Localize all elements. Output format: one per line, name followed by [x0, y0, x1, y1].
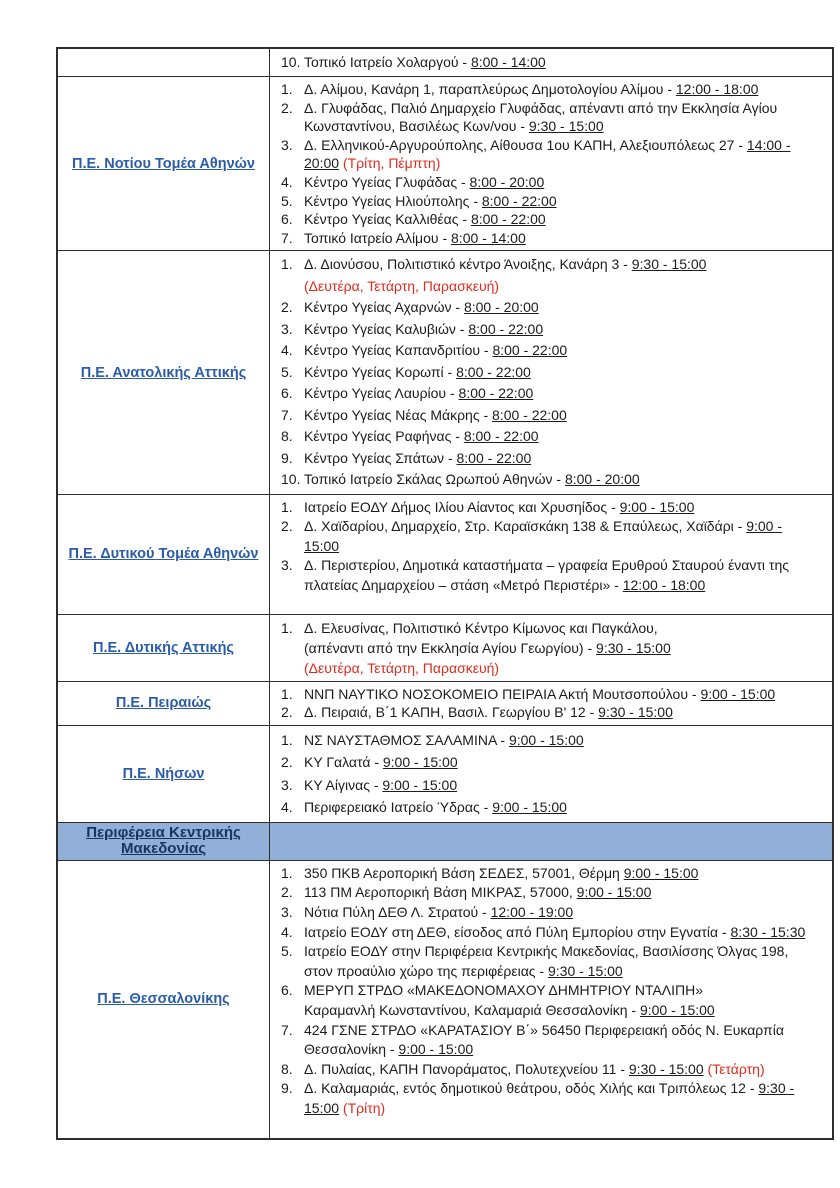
list-item	[270, 210, 824, 229]
item-text	[304, 80, 824, 99]
item-number: 1.	[281, 256, 293, 273]
item-text	[304, 192, 824, 211]
item-number: 5.	[281, 192, 293, 209]
list-item	[270, 1079, 824, 1118]
list-item	[270, 405, 824, 427]
hours-text: 9:00 - 15:00	[619, 498, 695, 515]
hours-text: 9:30 - 15:00	[547, 962, 623, 979]
days-note: (Τρίτη)	[339, 1099, 386, 1116]
region-link[interactable]: Π.Ε. Ανατολικής Αττικής	[80, 364, 247, 381]
list-item	[270, 498, 824, 518]
location-text: Ιατρείο ΕΟΔΥ Δήμος Ιλίου Αίαντος και Χρυσηίδος -	[304, 498, 620, 515]
location-text: Δ. Πειραιά, Β΄1 ΚΑΠΗ, Βασιλ. Γεωργίου Β' 12 -	[304, 704, 599, 721]
list-item	[270, 1060, 824, 1080]
hours-text: 9:00 - 15:00	[576, 884, 652, 901]
item-number: 2.	[281, 99, 293, 116]
hours-text: 8:00 - 22:00	[492, 342, 568, 359]
list-item	[270, 942, 824, 981]
list-item	[270, 685, 824, 704]
location-text: 113 ΠΜ Αεροπορική Βάση ΜΙΚΡΑΣ, 57000,	[304, 884, 577, 901]
hours-text: 9:30 - 15:00	[598, 704, 673, 721]
item-number: 8.	[281, 1060, 293, 1077]
item-number: 4.	[281, 173, 293, 190]
hours-text: 9:00 - 15:00	[382, 754, 458, 771]
days-note: (Δευτέρα, Τετάρτη, Παρασκευή)	[304, 277, 500, 294]
item-text	[304, 729, 824, 752]
region-link[interactable]: Π.Ε. Πειραιώς	[115, 695, 212, 712]
table-row	[58, 614, 832, 681]
region-cell	[58, 823, 270, 860]
hours-text: 8:00 - 22:00	[470, 211, 546, 228]
list-item	[270, 883, 824, 903]
list-item	[270, 448, 824, 470]
item-text	[304, 426, 824, 448]
item-text	[304, 864, 824, 884]
list-item	[270, 192, 824, 211]
region-cell	[58, 861, 270, 1138]
list-item	[270, 517, 824, 556]
hours-text: 9:00 - 15:00	[700, 685, 776, 702]
location-text: Νότια Πύλη ΔΕΘ Λ. Στρατού -	[304, 904, 491, 921]
item-number: 1.	[281, 498, 293, 515]
hours-text: 9:30 - 15:00	[304, 1080, 795, 1116]
location-text: Τοπικό Ιατρείο Αλίμου -	[304, 229, 452, 246]
list-item	[270, 52, 824, 72]
item-text	[304, 340, 824, 362]
region-cell	[58, 726, 270, 822]
hours-text: 9:00 - 15:00	[623, 864, 699, 881]
location-text: Κέντρο Υγείας Γλυφάδας -	[304, 173, 470, 190]
section-header: Περιφέρεια Κεντρικής Μακεδονίας	[86, 823, 241, 858]
item-number: 9.	[281, 1080, 293, 1097]
item-number: 2.	[281, 299, 293, 316]
hours-text: 9:00 - 15:00	[304, 518, 783, 554]
days-note: (Τρίτη, Πέμπτη)	[339, 155, 441, 172]
region-link[interactable]: Π.Ε. Δυτικής Αττικής	[93, 639, 234, 656]
days-note: (Δευτέρα, Τετάρτη, Παρασκευή)	[304, 659, 500, 676]
item-number: 3.	[281, 136, 293, 153]
item-text	[304, 99, 824, 136]
item-text	[304, 703, 824, 722]
list-item	[270, 340, 824, 362]
locations-cell	[270, 861, 832, 1138]
location-text: Δ. Ελληνικού-Αργυρούπολης, Αίθουσα 1ου ΚΑΠΗ, Αλεξιουπόλεως 27 -	[304, 136, 747, 153]
location-text: Δ. Πυλαίας, ΚΑΠΗ Πανοράματος, Πολυτεχνείου 11 -	[304, 1060, 629, 1077]
locations-cell	[270, 77, 832, 250]
hours-text: 12:00 - 19:00	[490, 904, 574, 921]
item-number: 8.	[281, 428, 293, 445]
item-text	[304, 448, 824, 470]
item-text	[304, 1060, 824, 1080]
location-text: Ιατρείο ΕΟΔΥ στη ΔΕΘ, είσοδος από Πύλη Εμπορίου στην Εγνατία -	[304, 923, 731, 940]
item-text	[304, 618, 824, 678]
schedule-table	[56, 47, 834, 1140]
list-item	[270, 469, 824, 491]
item-text	[304, 52, 824, 72]
list-item	[270, 362, 824, 384]
location-text: Τοπικό Ιατρείο Σκάλας Ωρωπού Αθηνών -	[304, 471, 565, 488]
item-text	[304, 774, 824, 797]
item-number: 1.	[281, 619, 293, 636]
item-number: 2.	[281, 518, 293, 535]
item-text	[304, 903, 824, 923]
location-text: ΚΥ Αίγινας -	[304, 776, 383, 793]
item-number: 6.	[281, 385, 293, 402]
region-cell	[58, 682, 270, 725]
locations-cell	[270, 823, 832, 860]
item-number: 4.	[281, 923, 293, 940]
location-text: Δ. Χαϊδαρίου, Δημαρχείο, Στρ. Καραϊσκάκη 138 & Επαύλεως, Χαϊδάρι -	[304, 518, 747, 535]
location-text: Δ. Καλαμαριάς, εντός δημοτικού θεάτρου, οδός Χιλής και Τριπόλεως 12 -	[304, 1080, 759, 1097]
hours-text: 9:30 - 15:00	[528, 118, 604, 135]
item-text	[304, 383, 824, 405]
locations-cell	[270, 495, 832, 614]
hours-text: 8:00 - 22:00	[456, 449, 532, 466]
hours-text: 9:00 - 15:00	[382, 776, 458, 793]
item-text	[304, 229, 824, 248]
item-number: 5.	[281, 363, 293, 380]
item-number: 6.	[281, 982, 293, 999]
hours-text: 8:30 - 15:30	[730, 923, 806, 940]
item-number: 1.	[281, 81, 293, 97]
hours-text: 8:00 - 20:00	[463, 299, 539, 316]
location-text: Κέντρο Υγείας Καπανδριτίου -	[304, 342, 493, 359]
location-text: ΜΕΡΥΠ ΣΤΡΔΟ «ΜΑΚΕΔΟΝΟΜΑΧΟΥ ΔΗΜΗΤΡΙΟΥ ΝΤΑΛΙΠΗ»	[304, 982, 704, 999]
item-number: 6.	[281, 211, 293, 228]
hours-text: 8:00 - 22:00	[463, 428, 539, 445]
table-row	[58, 822, 832, 860]
item-number: 7.	[281, 406, 293, 423]
item-number: 3.	[281, 904, 293, 921]
hours-text: 8:00 - 22:00	[456, 363, 531, 380]
region-link[interactable]: Π.Ε. Νήσων	[122, 765, 205, 782]
region-cell	[58, 251, 270, 494]
hours-text: 9:30 - 15:00	[596, 639, 671, 656]
location-text: Κέντρο Υγείας Ηλιούπολης -	[304, 192, 482, 209]
location-text: Περιφερειακό Ιατρείο Ύδρας -	[304, 799, 493, 816]
item-text	[304, 942, 824, 981]
region-link[interactable]: Π.Ε. Θεσσαλονίκης	[97, 991, 230, 1008]
list-item	[270, 618, 824, 678]
hours-text: 8:00 - 14:00	[470, 54, 546, 70]
item-number: 2.	[281, 754, 293, 771]
item-number: 9.	[281, 449, 293, 466]
table-row	[58, 681, 832, 725]
hours-text: 9:00 - 15:00	[639, 1002, 715, 1018]
item-text	[304, 254, 824, 297]
hours-text: 8:00 - 22:00	[481, 192, 557, 209]
locations-cell	[270, 682, 832, 725]
hours-text: 9:00 - 15:00	[492, 799, 567, 816]
item-text	[304, 1079, 824, 1118]
item-text	[304, 517, 824, 556]
list-item	[270, 297, 824, 319]
list-item	[270, 319, 824, 341]
list-item	[270, 136, 824, 173]
list-item	[270, 923, 824, 943]
hours-text: 8:00 - 20:00	[564, 471, 640, 488]
item-text	[304, 685, 824, 704]
region-cell	[58, 49, 270, 76]
item-text	[304, 469, 824, 491]
location-text: (απέναντι από την Εκκλησία Αγίου Γεωργίου) -	[304, 639, 597, 656]
days-note: (Τετάρτη)	[703, 1060, 765, 1077]
item-text	[304, 319, 824, 341]
hours-text: 12:00 - 18:00	[675, 81, 759, 97]
item-number: 3.	[281, 320, 293, 337]
item-number: 1.	[281, 864, 293, 881]
location-text: Δ. Γλυφάδας, Παλιό Δημαρχείο Γλυφάδας, απέναντι από την Εκκλησία Αγίου Κωνσταντίνου, Βασιλέως Κων/νου -	[304, 99, 778, 135]
list-item	[270, 1021, 824, 1060]
list-item	[270, 556, 824, 595]
list-item	[270, 229, 824, 248]
item-text	[304, 498, 824, 518]
table-row	[58, 725, 832, 822]
table-row	[58, 250, 832, 494]
item-number: 2.	[281, 704, 293, 721]
hours-text: 9:00 - 15:00	[508, 731, 584, 748]
list-item	[270, 796, 824, 819]
item-number: 3.	[281, 776, 293, 793]
list-item	[270, 751, 824, 774]
list-item	[270, 703, 824, 722]
hours-text: 8:00 - 22:00	[458, 385, 534, 402]
item-text	[304, 796, 824, 819]
item-text	[304, 923, 824, 943]
table-row	[58, 76, 832, 250]
item-text	[304, 883, 824, 903]
hours-text: 9:30 - 15:00	[631, 256, 707, 273]
location-text: Κέντρο Υγείας Σπάτων -	[304, 449, 457, 466]
location-text: 424 ΓΣΝΕ ΣΤΡΔΟ «ΚΑΡΑΤΑΣΙΟΥ Β΄» 56450 Περιφερειακή οδός Ν. Ευκαρπία Θεσσαλονίκη -	[304, 1021, 784, 1058]
region-link[interactable]: Π.Ε. Δυτικού Τομέα Αθηνών	[68, 546, 259, 563]
hours-text: 8:00 - 14:00	[451, 229, 526, 246]
location-text: Κέντρο Υγείας Νέας Μάκρης -	[304, 406, 493, 423]
list-item	[270, 383, 824, 405]
item-number: 1.	[281, 731, 293, 748]
location-text: Κέντρο Υγείας Αχαρνών -	[304, 299, 464, 316]
item-text	[304, 556, 824, 595]
hours-text: 8:00 - 20:00	[469, 173, 545, 190]
item-text	[304, 297, 824, 319]
locations-cell	[270, 251, 832, 494]
location-text: ΝΝΠ ΝΑΥΤΙΚΟ ΝΟΣΟΚΟΜΕΙΟ ΠΕΙΡΑΙΑ Ακτή Μουτσοπούλου -	[304, 685, 701, 702]
list-item	[270, 99, 824, 136]
location-text: Δ. Διονύσου, Πολιτιστικό κέντρο Άνοιξης, Κανάρη 3 -	[304, 256, 632, 273]
table-row	[58, 49, 832, 76]
region-cell	[58, 77, 270, 250]
location-text: Κέντρο Υγείας Λαυρίου -	[304, 385, 459, 402]
hours-text: 9:30 - 15:00	[628, 1060, 704, 1077]
item-text	[304, 136, 824, 173]
location-text: Κέντρο Υγείας Καλυβιών -	[304, 320, 469, 337]
location-text: ΝΣ ΝΑΥΣΤΑΘΜΟΣ ΣΑΛΑΜΙΝΑ -	[304, 731, 509, 748]
hours-text: 9:00 - 15:00	[398, 1041, 474, 1058]
location-text: 350 ΠΚΒ Αεροπορική Βάση ΣΕΔΕΣ, 57001, Θέρμη	[304, 864, 624, 881]
location-text: Κέντρο Υγείας Καλλιθέας -	[304, 211, 471, 228]
locations-cell	[270, 615, 832, 681]
item-number: 4.	[281, 799, 293, 816]
item-text	[304, 405, 824, 427]
location-text: Κέντρο Υγείας Ραφήνας -	[304, 428, 464, 445]
item-number: 10.	[281, 471, 301, 488]
item-text	[304, 362, 824, 384]
item-number: 5.	[281, 943, 293, 960]
location-text: Δ. Περιστερίου, Δημοτικά καταστήματα – γραφεία Ερυθρού Σταυρού έναντι της πλατείας Δημαρχείου – στάση «Μετρό Περιστέρι» -	[304, 557, 789, 593]
hours-text: 8:00 - 22:00	[492, 406, 567, 423]
item-number: 10.	[281, 54, 301, 70]
item-text	[304, 751, 824, 774]
list-item	[270, 981, 824, 1020]
item-number: 7.	[281, 229, 293, 246]
location-text: Δ. Ελευσίνας, Πολιτιστικό Κέντρο Κίμωνος και Παγκάλου,	[304, 619, 658, 636]
location-text: Καραμανλή Κωνσταντίνου, Καλαμαριά Θεσσαλονίκη -	[304, 1002, 640, 1018]
list-item	[270, 774, 824, 797]
item-number: 4.	[281, 342, 293, 359]
list-item	[270, 729, 824, 752]
location-text: Τοπικό Ιατρείο Χολαργού -	[304, 54, 471, 70]
location-text: Ιατρείο ΕΟΔΥ στην Περιφέρεια Κεντρικής Μακεδονίας, Βασιλίσσης Όλγας 198, στον προαύλιο χώρο της περιφέρειας -	[304, 943, 789, 979]
list-item	[270, 80, 824, 99]
list-item	[270, 903, 824, 923]
item-text	[304, 1021, 824, 1060]
item-number: 2.	[281, 884, 293, 901]
list-item	[270, 173, 824, 192]
location-text: Δ. Αλίμου, Κανάρη 1, παραπλεύρως Δημοτολογίου Αλίμου -	[304, 81, 676, 97]
item-text	[304, 981, 824, 1020]
list-item	[270, 864, 824, 884]
table-row	[58, 860, 832, 1138]
item-number: 7.	[281, 1021, 293, 1038]
region-cell	[58, 615, 270, 681]
region-link[interactable]: Π.Ε. Νοτίου Τομέα Αθηνών	[72, 155, 255, 172]
locations-cell	[270, 49, 832, 76]
location-text: Κέντρο Υγείας Κορωπί -	[304, 363, 457, 380]
locations-cell	[270, 726, 832, 822]
item-text	[304, 173, 824, 192]
hours-text: 14:00 - 20:00	[304, 136, 791, 172]
location-text: ΚΥ Γαλατά -	[304, 754, 383, 771]
item-text	[304, 210, 824, 229]
list-item	[270, 426, 824, 448]
list-item	[270, 254, 824, 297]
region-cell	[58, 495, 270, 614]
item-number: 1.	[281, 685, 293, 702]
table-row	[58, 494, 832, 614]
item-number: 3.	[281, 557, 293, 574]
hours-text: 8:00 - 22:00	[468, 320, 544, 337]
hours-text: 12:00 - 18:00	[622, 576, 706, 593]
